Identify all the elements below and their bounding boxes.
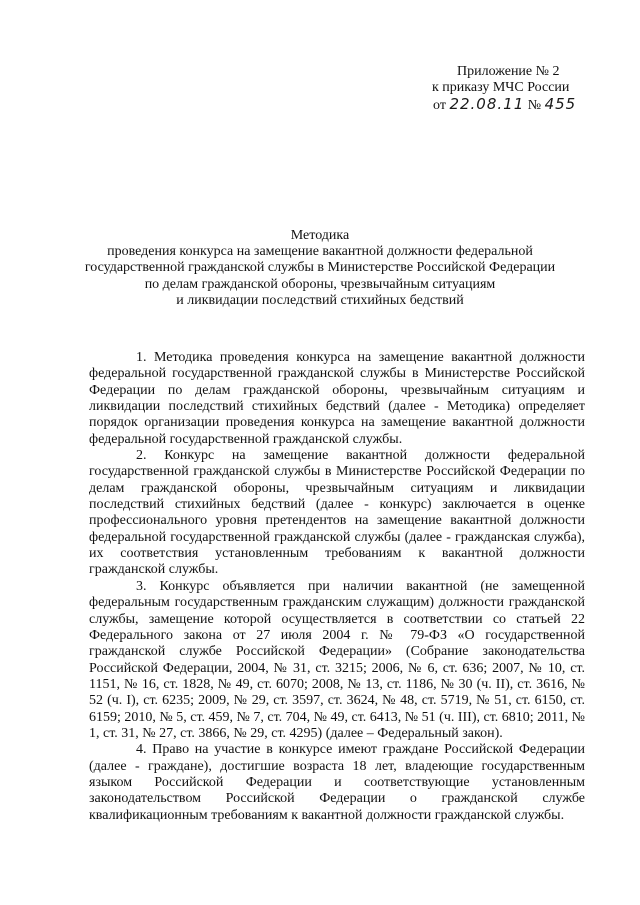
paragraph-3: 3. Конкурс объявляется при наличии вакантной (не замещенной федеральным государственным гражданским служащим) должности гражданской службы, замещение которой осуществляется в соответствии со статьей 22 Федерального закона от 27 июля 2004 г. № 79-ФЗ «О государственной гражданской службе Российской Федерации» (Собрание законодательства Российской Федерации, 2004, № 31, ст. 3215; 2006, № 6, ст. 636; 2007, № 10, ст. 1151, № 16, ст. 1828, № 49, ст. 6070; 2008, № 13, ст. 1186, № 30 (ч. II), ст. 3616, № 52 (ч. I), ст. 6235; 2009, № 29, ст. 3597, ст. 3624, № 48, ст. 5719, № 51, ст. 6150, ст. 6159; 2010, № 5, ст. 459, № 7, ст. 704, № 49, ст. 6413, № 51 (ч. III), ст. 6810; 2011, № 1, ст. 31, № 27, ст. 3866, № 29, ст. 4295) (далее – Федеральный закон). — [89, 578, 586, 741]
paragraph-4: 4. Право на участие в конкурсе имеют граждане Российской Федерации (далее - граждане), достигшие возраста 18 лет, владеющие государственным языком Российской Федерации и соответствующие установленным законодательством Российской Федерации о гражданской службе квалификационным требованиям к вакантной должности гражданской службы. — [89, 742, 585, 823]
title-line-2: государственной гражданской службы в Министерстве Российской Федерации — [84, 260, 556, 276]
paragraph-1: 1. Методика проведения конкурса на замещение вакантной должности федеральной государственной гражданской службы в Министерстве Российской Федерации по делам гражданской обороны, чрезвычайным ситуациям и ликвидации последствий стихийных бедствий (далее - Методика) определяет порядок организации проведения конкурса на замещение вакантной должности федеральной государственной гражданской службы. — [89, 350, 585, 447]
title-line-3: по делам гражданской обороны, чрезвычайным ситуациям — [144, 276, 496, 292]
appendix-date-line — [430, 96, 610, 114]
title-heading: Методика — [290, 228, 350, 243]
appendix-number: Приложение № 2 — [457, 64, 560, 79]
handwritten-date: 22.08.11 — [449, 95, 525, 113]
title-line-4: и ликвидации последствий стихийных бедствий — [176, 292, 464, 308]
document-body — [89, 350, 585, 824]
document-title — [60, 228, 580, 309]
appendix-header — [430, 64, 610, 114]
appendix-order-ref: к приказу МЧС России — [432, 80, 570, 95]
handwritten-order-number: 455 — [544, 95, 577, 113]
paragraph-2: 2. Конкурс на замещение вакантной должности федеральной государственной гражданской службы в Министерстве Российской Федерации по делам гражданской обороны, чрезвычайным ситуациям и ликвидации последствий стихийных бедствий (далее - конкурс) заключается в оценке профессионального уровня претендентов на замещение вакантной должности федеральной государственной гражданской службы (далее - гражданская служба), их соответствия установленным требованиям к вакантной должности гражданской службы. — [89, 448, 585, 578]
number-sign: № — [527, 98, 542, 113]
title-line-1: проведения конкурса на замещение вакантной должности федеральной — [107, 244, 533, 260]
date-prefix: от — [433, 98, 446, 113]
